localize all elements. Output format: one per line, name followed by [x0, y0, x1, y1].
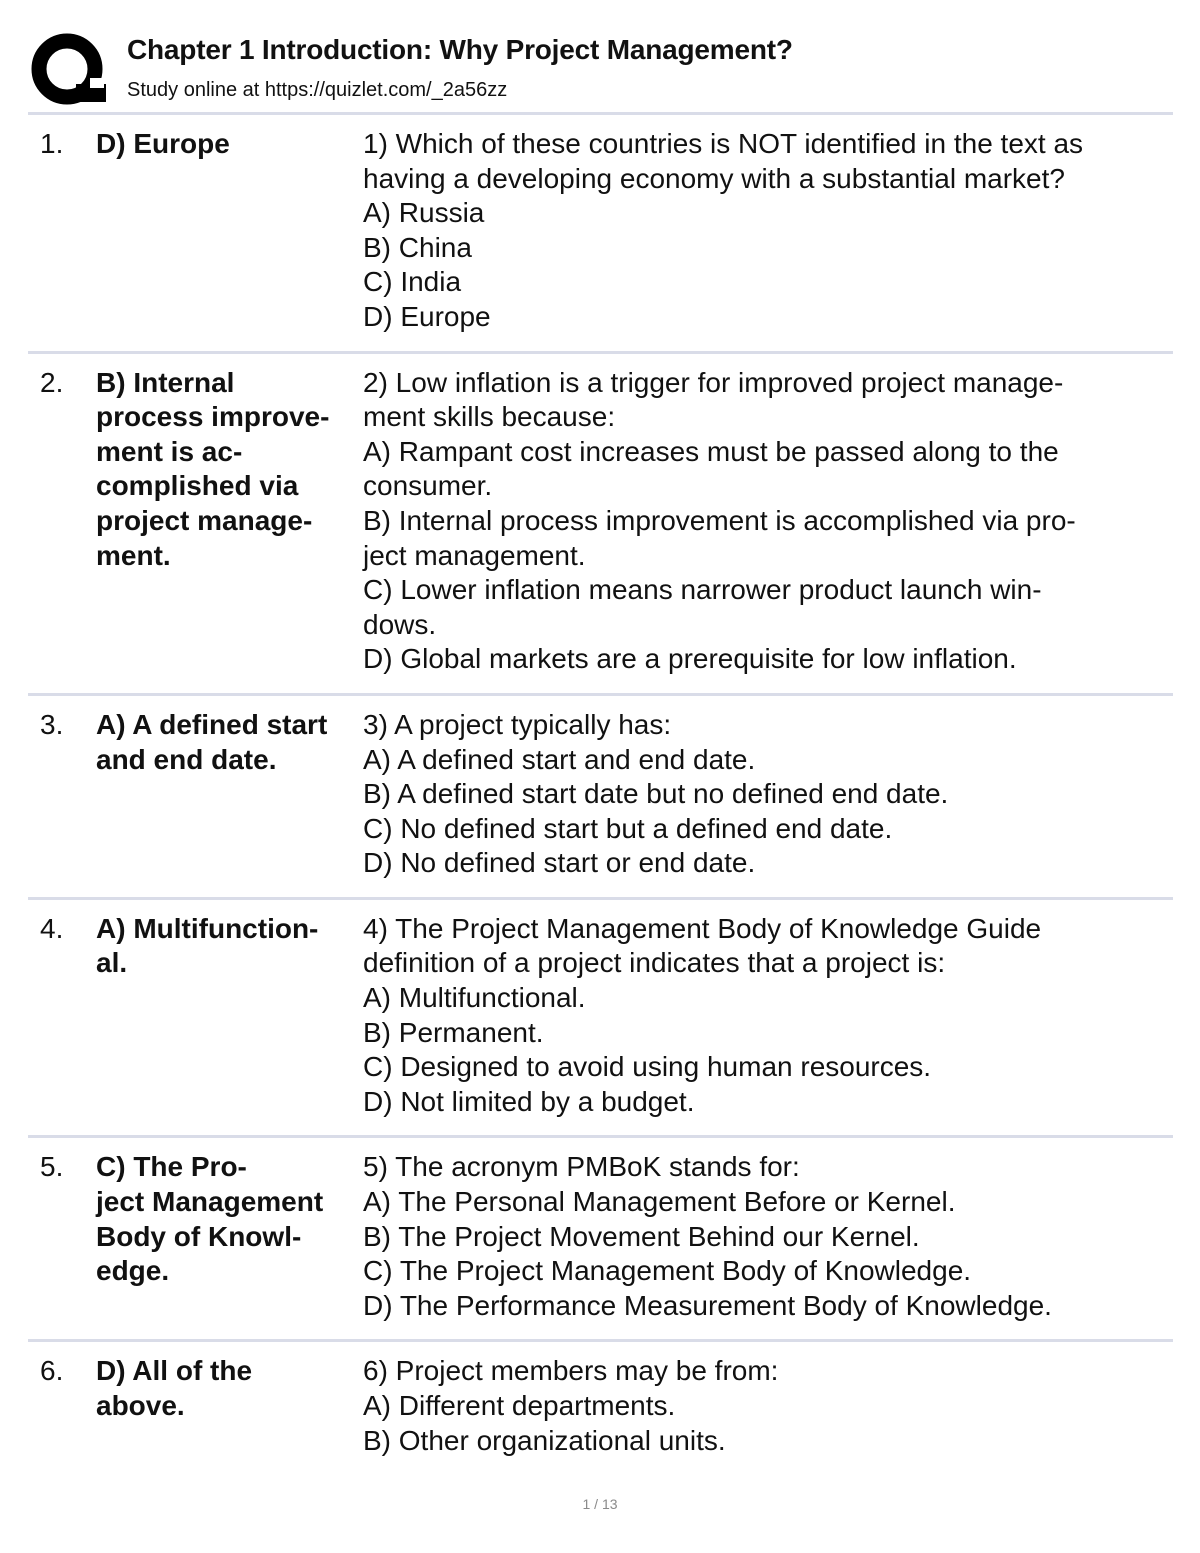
question-line: B) Other organizational units. — [363, 1424, 726, 1456]
answer-line: Body of Knowl- — [96, 1220, 302, 1252]
document-header — [28, 30, 1173, 110]
question-line: B) A defined start date but no defined end date. — [363, 778, 949, 810]
answer-line: process improve- — [96, 401, 330, 433]
question-line: C) No defined start but a defined end date. — [363, 812, 893, 844]
question-line: D) Not limited by a budget. — [363, 1085, 695, 1117]
answer-line: A) Multifunction- — [96, 912, 319, 944]
answer-line: B) Internal — [96, 366, 235, 398]
answer-line: and end date. — [96, 743, 277, 775]
card-number: 1. — [40, 128, 64, 159]
study-online-link-text[interactable]: Study online at https://quizlet.com/_2a56zz — [127, 79, 508, 101]
question-line: having a developing economy with a substantial market? — [363, 162, 1065, 194]
question-line: C) Designed to avoid using human resources. — [363, 1051, 932, 1083]
card-question — [363, 912, 1173, 1120]
answer-line: edge. — [96, 1255, 170, 1287]
page-indicator: 1 / 13 — [582, 1496, 618, 1512]
question-line: 6) Project members may be from: — [363, 1355, 779, 1387]
question-line: 2) Low inflation is a trigger for improved project manage- — [363, 366, 1064, 398]
question-line: D) The Performance Measurement Body of Knowledge. — [363, 1289, 1052, 1321]
flashcard-row — [28, 1138, 1173, 1342]
question-line: A) The Personal Management Before or Kernel. — [363, 1186, 956, 1218]
answer-line: D) All of the — [96, 1355, 253, 1387]
question-line: D) No defined start or end date. — [363, 847, 756, 879]
card-number: 4. — [40, 912, 64, 944]
question-line: B) The Project Movement Behind our Kernel. — [363, 1220, 920, 1252]
answer-line: A) A defined start — [96, 708, 328, 740]
card-question — [363, 1354, 1173, 1458]
answer-line: ject Management — [96, 1186, 324, 1218]
question-line: ment skills because: — [363, 401, 616, 433]
question-line: B) Internal process improvement is accomplished via pro- — [363, 504, 1076, 536]
question-line: A) A defined start and end date. — [363, 743, 756, 775]
question-line: A) Different departments. — [363, 1390, 676, 1421]
question-line: 1) Which of these countries is NOT identified in the text as — [363, 128, 1084, 159]
flashcard-list — [28, 115, 1173, 1474]
answer-line: D) Europe — [96, 128, 230, 159]
question-line: 3) A project typically has: — [363, 708, 672, 740]
flashcard-row — [28, 696, 1173, 900]
answer-line: ment is ac- — [96, 435, 243, 467]
card-answer — [96, 127, 363, 335]
flashcard-row — [28, 115, 1173, 354]
answer-line: ment. — [96, 539, 171, 571]
card-answer — [96, 366, 363, 677]
question-line: 4) The Project Management Body of Knowledge Guide — [363, 912, 1042, 944]
question-line: consumer. — [363, 470, 493, 502]
question-line: C) India — [363, 266, 462, 298]
answer-line: C) The Pro- — [96, 1151, 247, 1183]
card-answer — [96, 912, 363, 1120]
card-answer — [96, 708, 363, 881]
answer-line: complished via — [96, 470, 299, 502]
question-line: B) Permanent. — [363, 1016, 544, 1048]
question-line: D) Global markets are a prerequisite for low inflation. — [363, 643, 1017, 675]
question-line: C) The Project Management Body of Knowledge. — [363, 1255, 972, 1287]
card-number: 3. — [40, 708, 64, 740]
flashcard-row — [28, 900, 1173, 1139]
card-question — [363, 127, 1173, 335]
question-line: 5) The acronym PMBoK stands for: — [363, 1151, 800, 1183]
card-question — [363, 366, 1173, 677]
quizlet-q-logo-icon — [30, 32, 108, 110]
question-line: B) China — [363, 231, 472, 263]
answer-line: al. — [96, 947, 128, 979]
question-line: A) Multifunctional. — [363, 982, 586, 1014]
question-line: A) Russia — [363, 197, 485, 229]
answer-line: project manage- — [96, 504, 313, 536]
flashcard-row — [28, 1342, 1173, 1474]
card-number: 5. — [40, 1151, 64, 1183]
card-answer — [96, 1150, 363, 1323]
document-title: Chapter 1 Introduction: Why Project Management? — [127, 34, 793, 65]
card-question — [363, 708, 1173, 881]
flashcard-row — [28, 354, 1173, 696]
question-line: C) Lower inflation means narrower product launch win- — [363, 574, 1042, 606]
answer-line: above. — [96, 1390, 185, 1421]
question-line: dows. — [363, 608, 437, 640]
card-answer — [96, 1354, 363, 1458]
question-line: definition of a project indicates that a project is: — [363, 947, 946, 979]
card-question — [363, 1150, 1173, 1323]
question-line: D) Europe — [363, 300, 491, 332]
question-line: A) Rampant cost increases must be passed along to the — [363, 435, 1059, 467]
card-number: 2. — [40, 366, 64, 398]
card-number: 6. — [40, 1355, 64, 1387]
question-line: ject management. — [363, 539, 586, 571]
